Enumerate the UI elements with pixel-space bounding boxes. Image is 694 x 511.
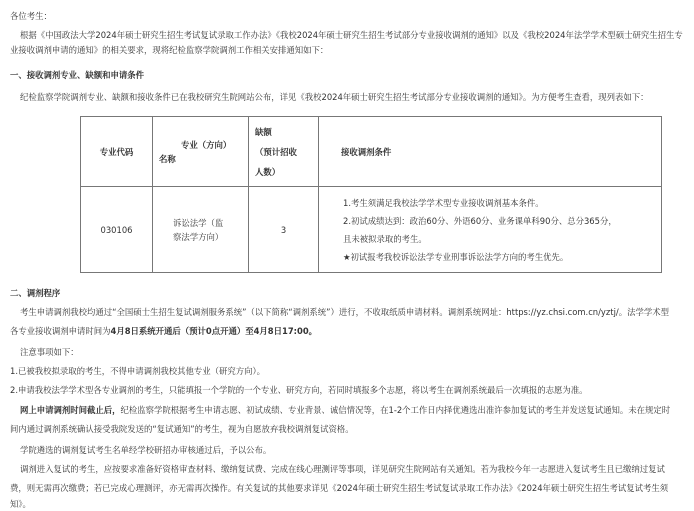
section-2-para-4b: 费，则无需再次缴费；若已完成心理测评，亦无需再次操作。有关复试的其他要求详见《2024年硕士研究生招生考试复试录取工作办法》《2024年硕士研究生招生考试复试考生须 xyxy=(10,483,669,493)
condition-1: 1.考生须满足我校法学学术型专业接收调剂基本条件。 xyxy=(343,197,544,208)
section-2-para-3: 学院遴选的调剂复试考生名单经学校研招办审核通过后，予以公布。 xyxy=(20,445,272,455)
header-major xyxy=(153,117,249,187)
greeting: 各位考生： xyxy=(10,11,52,21)
cell-code: 030106 xyxy=(81,187,153,273)
header-quota xyxy=(249,117,319,187)
cell-major-line2: 察法学方向） xyxy=(173,231,224,242)
section-2-para-4a: 调剂进入复试的考生，应按要求准备好资格审查材料、缴纳复试费、完成在线心理测评等事项，详见研究生院网站有关通知。若为我校今年一志愿进入复试考生且已缴纳过复试 xyxy=(20,464,665,474)
requirements-table xyxy=(80,116,662,273)
table-header-row xyxy=(81,117,662,187)
header-code: 专业代码 xyxy=(81,117,153,187)
section-2-para-1b xyxy=(10,325,684,338)
condition-3: 且未被拟录取的考生。 xyxy=(343,233,427,244)
apply-time-prefix: 各专业接收调剂申请时间为 xyxy=(10,326,111,336)
note-2: 2.申请我校法学学术型各专业调剂的考生，只能填报一个学院的一个专业、研究方向，若同时填报多个志愿，将以考生在调剂系统最后一次填报的志愿为准。 xyxy=(10,385,588,395)
deadline-text: 纪检监察学院根据考生申请志愿、初试成绩、专业背景、诚信情况等，在1-2个工作日内择优遴选出准许参加复试的考生并发送复试通知。未在规定时 xyxy=(120,405,671,415)
cell-quota: 3 xyxy=(249,187,319,273)
cell-major-line1: 诉讼法学（监 xyxy=(173,217,224,228)
deadline-label: 网上申请调剂时间截止后， xyxy=(20,405,121,415)
section-1-title: 一、接收调剂专业、缺额和申请条件 xyxy=(10,70,144,80)
header-quota-line1: 缺额 xyxy=(255,126,272,137)
apply-time-window: 4月8日系统开通后（预计0点开通）至4月8日17:00。 xyxy=(110,326,318,336)
cell-conditions xyxy=(319,187,662,273)
section-2-para-1a: 考生申请调剂我校均通过“全国硕士生招生复试调剂服务系统”（以下简称“调剂系统”）进行，不收取纸质申请材料。调剂系统网址：https://yz.chsi.com.cn/yztj/。法学学术型 xyxy=(20,307,669,317)
header-quota-line3: 人数） xyxy=(255,166,281,177)
table-row xyxy=(81,187,662,273)
section-1-desc: 纪检监察学院调剂专业、缺额和接收条件已在我校研究生院网站公布，详见《我校2024年硕士研究生招生考试部分专业接收调剂的通知》。为方便考生查看，现列表如下： xyxy=(20,92,649,102)
section-2-para-2b: 间内通过调剂系统确认接受我院发送的“复试通知”的考生，视为自愿放弃我校调剂复试资格。 xyxy=(10,424,354,434)
section-2-para-4c: 知》。 xyxy=(10,499,31,509)
cell-major xyxy=(153,187,249,273)
header-quota-line2: （预计招收 xyxy=(255,146,297,157)
note-1: 1.已被我校拟录取的考生，不得申请调剂我校其他专业（研究方向）。 xyxy=(10,366,266,376)
section-2-title: 二、调剂程序 xyxy=(10,288,61,298)
header-major-line2: 名称 xyxy=(159,153,176,164)
header-major-line1: 专业（方向） xyxy=(181,139,232,150)
intro-paragraph: 根据《中国政法大学2024年硕士研究生招生考试复试录取工作办法》《我校2024年硕士研究生招生考试部分专业接收调剂的通知》以及《我校2024年法学学术型硕士研究生招生专业接收调剂申请的通知》的相关要求，现将纪检监察学院调剂工作相关安排通知如下： xyxy=(10,30,683,55)
header-conditions: 接收调剂条件 xyxy=(319,117,662,187)
condition-4: ★初试报考我校诉讼法学专业刑事诉讼法学方向的考生优先。 xyxy=(343,251,569,262)
condition-2: 2.初试成绩达到：政治60分、外语60分、业务课单科90分、总分365分， xyxy=(343,215,617,226)
section-2-para-2 xyxy=(10,404,684,417)
notes-title: 注意事项如下： xyxy=(20,347,79,357)
